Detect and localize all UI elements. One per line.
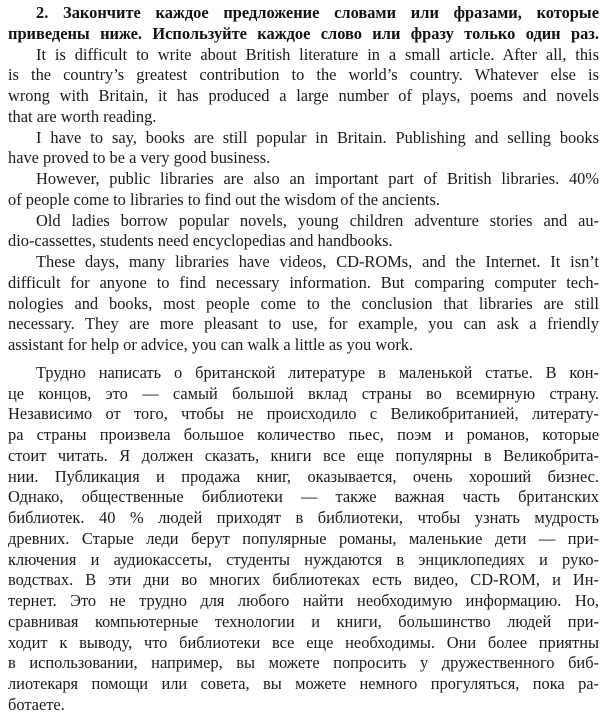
text-line: ботаете.	[8, 694, 65, 714]
text-line: сравнивая компьютерные технологии и книги, большинство людей при-	[8, 611, 599, 631]
text-line: древних. Старые леди берут популярные романы, маленькие дети — при-	[8, 528, 599, 548]
text-line: assistant for help or advice, you can walk a little as you work.	[8, 335, 414, 354]
text-line: necessary. They are more pleasant to use, for example, you can ask a friendly	[8, 314, 599, 334]
text-line: Old ladies borrow popular novels, young children adventure stories and au-	[36, 210, 599, 230]
exercise-heading	[8, 3, 599, 45]
text-line: 2. Закончите каждое предложение словами или фразами, которые	[36, 3, 599, 22]
text-line: Однако, общественные библиотеки — также важная часть британских	[8, 487, 599, 507]
section-gap	[8, 356, 599, 363]
text-line: dio-cassettes, students need encyclopedias and handbooks.	[8, 231, 393, 251]
text-line: стоит читать. Я должен сказать, книги все еще популярны в Великобрита-	[8, 445, 599, 465]
english-text	[8, 45, 599, 356]
text-line: библиотек. 40 % людей приходят в библиотеки, чтобы узнать мудрость	[8, 508, 599, 527]
text-line: of people come to libraries to find out the wisdom of the ancients.	[8, 189, 440, 209]
russian-translation-paragraph	[8, 363, 599, 716]
english-paragraph	[8, 211, 599, 253]
text-line: це концов, это — самый большой вклад страны во всемирную страну.	[8, 383, 599, 403]
text-line: It is difficult to write about British literature in a small article. After all, this	[36, 44, 599, 64]
text-line: приведены ниже. Используйте каждое слово или фразу только один раз.	[8, 23, 599, 43]
text-line: However, public libraries are also an important part of British libraries. 40%	[36, 169, 599, 188]
text-line: difficult for anyone to find necessary information. But comparing computer tech-	[8, 272, 599, 292]
text-line: have proved to be a very good business.	[8, 148, 271, 168]
text-line: Трудно написать о британской литературе в маленькой статье. В кон-	[36, 362, 599, 382]
text-line: в использовании, например, вы можете попросить у дружественного биб-	[8, 653, 599, 673]
text-line: ключения и аудиокассеты, студенты нуждаются в энциклопедиях и руко-	[8, 549, 599, 569]
text-line: I have to say, books are still popular in Britain. Publishing and selling books	[36, 127, 599, 147]
text-line: ходит к выводу, что библиотеки все еще необходимы. Они более приятны	[8, 632, 599, 652]
text-line: that are worth reading.	[8, 106, 157, 126]
text-line: is the country’s greatest contribution to the world’s country. Whatever else is	[8, 65, 599, 85]
document-page	[8, 3, 599, 716]
text-line: тернет. Это не трудно для любого найти необходимую информацию. Но,	[8, 591, 599, 610]
text-line: нии. Публикация и продажа книг, оказывается, очень хороший бизнес.	[8, 466, 599, 486]
text-line: лиотекаря помощи или совета, вы можете немного прогуляться, пока ра-	[8, 674, 599, 693]
text-line: wrong with Britain, it has produced a large number of plays, poems and novels	[8, 86, 599, 105]
text-line: Независимо от того, чтобы не происходило с Великобританией, литерату-	[8, 404, 599, 424]
english-paragraph	[8, 252, 599, 356]
text-line: nologies and books, most people come to the conclusion that libraries are still	[8, 293, 599, 313]
text-line: ра страны произвела большое количество пьес, поэм и романов, которые	[8, 425, 599, 444]
text-line: These days, many libraries have videos, CD-ROMs, and the Internet. It isn’t	[36, 252, 599, 271]
text-line: водствах. В эти дни во многих библиотеках есть видео, CD-ROM, и Ин-	[8, 570, 599, 590]
english-paragraph	[8, 128, 599, 170]
english-paragraph	[8, 169, 599, 211]
english-paragraph	[8, 45, 599, 128]
